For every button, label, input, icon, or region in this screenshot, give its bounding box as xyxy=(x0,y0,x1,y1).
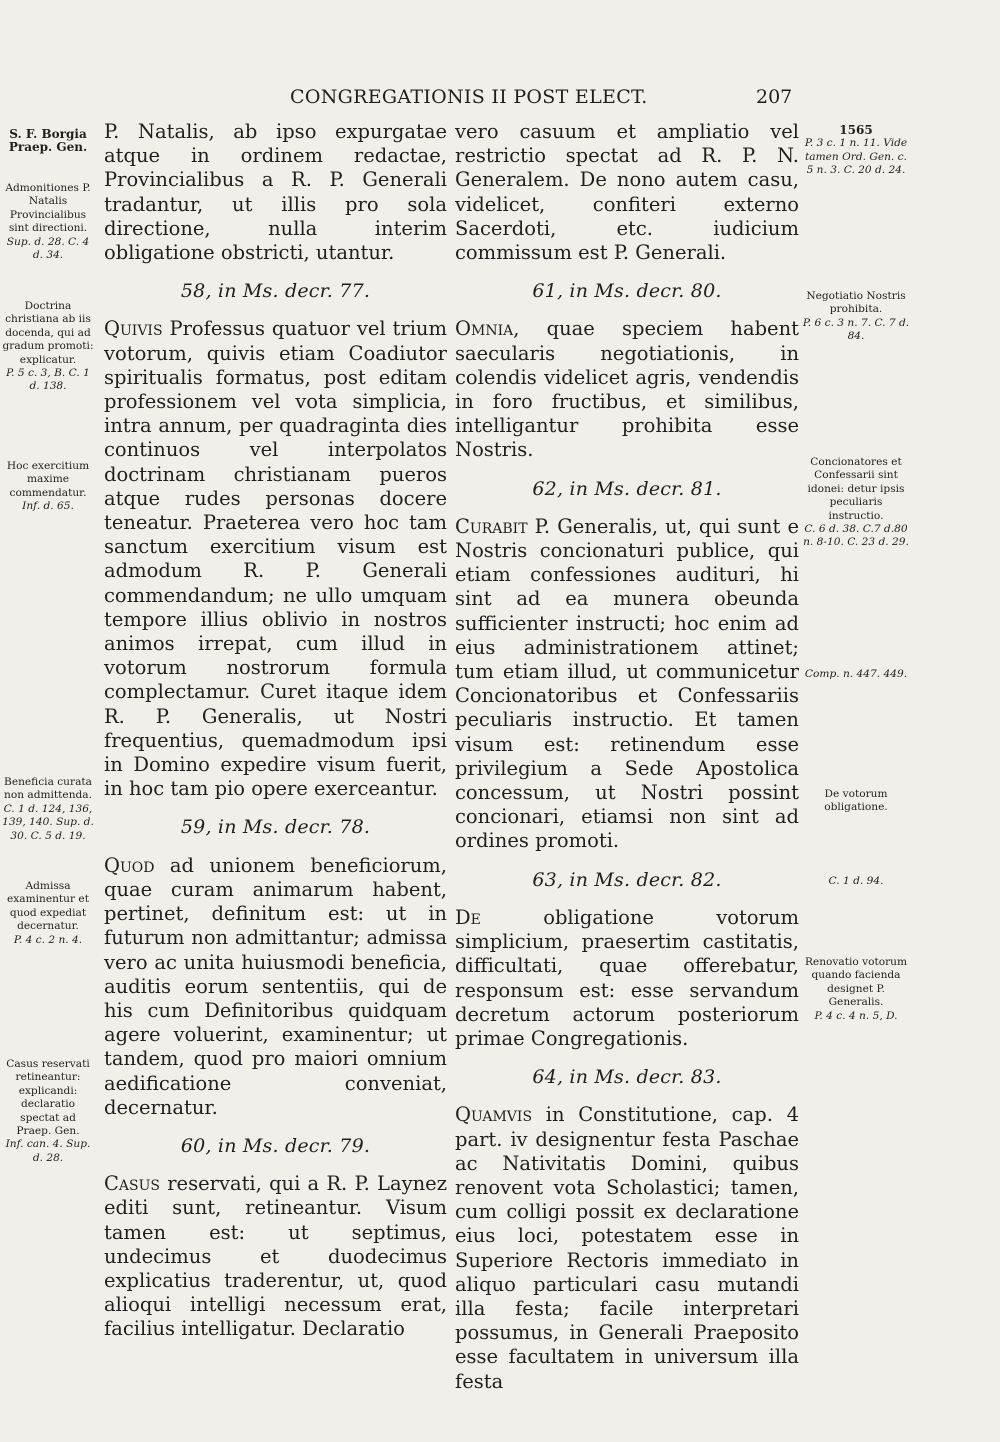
paragraph: Curabit P. Generalis, ut, qui sunt e Nostris concionaturi publice, qui etiam confessiones audituri, hi sint ad ea munera obeunda sufficienter instructi; hoc enim ad eius administrationem attinet; tum etiam illud, ut communicetur Concionatoribus et Confessariis peculiaris instructio. Et tamen visum est: retinendum esse privilegium a Sede Apostolica concessum, ut Nostri possint concionari, etiamsi non sint ad ordines promoti. xyxy=(455,514,799,853)
margin-note-right: De votorum obligatione. C. 1 d. 94. xyxy=(824,788,888,887)
decree-heading: 58, in Ms. decr. 77. xyxy=(180,280,371,303)
paragraph: Casus reservati, qui a R. P. Laynez editi sunt, retineantur. Visum tamen est: ut septimus, undecimus et duodecimus explicatius traderentur, ut, quod alioqui intelligi necessum erat, facilius intelligatur. Declaratio xyxy=(104,1172,447,1341)
running-header xyxy=(0,86,1000,114)
margin-note-right: Comp. n. 447. 449. xyxy=(804,668,908,680)
page-number: 207 xyxy=(756,86,793,108)
decree-heading: 61, in Ms. decr. 80. xyxy=(532,280,722,303)
margin-note-left: Beneficia curata non admittenda. C. 1 d. 124, 136, 139, 140. Sup. d. 30. C. 5 d. 19. xyxy=(2,776,94,842)
decree-heading: 62, in Ms. decr. 81. xyxy=(532,477,722,500)
decree-heading: 59, in Ms. decr. 78. xyxy=(180,816,371,839)
decree-heading: 63, in Ms. decr. 82. xyxy=(532,868,722,891)
margin-note-left: Doctrina christiana ab iis docenda, qui ad gradum promoti: explicatur. P. 5 c. 3, B. C. 1 d. 138. xyxy=(2,300,94,393)
paragraph: Quamvis in Constitutione, cap. 4 part. iv designentur festa Paschae ac Nativitatis Domini, quibus renovent vota Scholastici; tamen, cum colligi possit ex declaratione eius loci, potestatem esse in Superiore Rectoris immediato in aliquo particulari casu mutandi illa festa; facile interpretari possumus, in Generali Praeposito esse facultatem in universum illa festa xyxy=(455,1103,799,1393)
margin-note-left: Admissa examinentur et quod expediat decernatur. P. 4 c. 2 n. 4. xyxy=(7,880,89,946)
margin-note-left: S. F. Borgia Praep. Gen. xyxy=(8,127,88,155)
margin-note-left: Casus reservati retineantur: explicandi: declaratio spectat ad Praep. Gen. Inf. can. 4. Sup. d. 28. xyxy=(5,1058,91,1164)
margin-note-right: 1565 P. 3 c. 1 n. 11. Vide tamen Ord. Gen. c. 5 n. 3. C. 20 d. 24. xyxy=(804,123,908,177)
running-title: CONGREGATIONIS II POST ELECT. xyxy=(290,86,648,108)
paragraph: P. Natalis, ab ipso expurgatae atque in ordinem redactae, Provincialibus a R. P. Generali tradantur, ut illis pro sola directione, nulla interim obligatione obstricti, utantur. xyxy=(104,120,447,265)
right-text-column xyxy=(455,120,799,1394)
paragraph: Quivis Professus quatuor vel trium votorum, quivis etiam Coadiutor spiritualis formatus, post editam professionem vel vota simplicia, intra annum, per quadraginta dies continuos vel interpolatos doctrinam christianam pueros atque rudes personas docere teneatur. Praeterea vero hoc tam sanctum exercitium visum est admodum R. P. Generali commendandum; ne ullo umquam tempore illius oblivio in nostros animos irrepat, cum illud in votorum nostrorum formula complectamur. Curet itaque idem R. P. Generalis, ut Nostri frequentius, quemadmodum ipsi in Domino expedire visum fuerit, in hoc tam pio opere exerceantur. xyxy=(104,317,447,801)
margin-note-left: Hoc exercitium maxime commendatur. Inf. d. 65. xyxy=(6,460,90,513)
margin-note-right: Renovatio votorum quando facienda designet P. Generalis. P. 4 c. 4 n. 5, D. xyxy=(804,956,908,1022)
left-text-column xyxy=(104,120,447,1342)
decree-heading: 64, in Ms. decr. 83. xyxy=(532,1066,722,1089)
margin-note-left: Admonitiones P. Natalis Provincialibus sint directioni. Sup. d. 28. C. 4 d. 34. xyxy=(5,182,91,262)
decree-heading: 60, in Ms. decr. 79. xyxy=(180,1134,371,1157)
margin-note-right: Negotiatio Nostris prohibita. P. 6 c. 3 n. 7. C. 7 d. 84. xyxy=(802,290,910,343)
paragraph: Quod ad unionem beneficiorum, quae curam animarum habent, pertinet, definitum est: ut in futurum non admittantur; admissa vero ac unita huiusmodi beneficia, auditis eorum sententiis, qui de his cum Definitoribus quidquam agere voluerint, examinentur; ut tandem, quod pro maiori omnium aedificatione conveniat, decernatur. xyxy=(104,853,447,1119)
paragraph: De obligatione votorum simplicium, praesertim castitatis, difficultati, quae offerebatur, responsum est: esse servandum decretum actorum posteriorum primae Congregationis. xyxy=(455,905,799,1050)
paragraph: Omnia, quae speciem habent saecularis negotiationis, in colendis videlicet agris, vendendis in foro fructibus, et similibus, intelligantur prohibita esse Nostris. xyxy=(455,317,799,462)
paragraph: vero casuum et ampliatio vel restrictio spectat ad R. P. N. Generalem. De nono autem casu, videlicet, confiteri externo Sacerdoti, etc. iudicium commissum est P. Generali. xyxy=(455,120,799,265)
margin-note-right: Concionatores et Confessarii sint idonei: detur ipsis peculiaris instructio. C. 6 d. 38. C.7 d.80 n. 8-10. C. 23 d. 29. xyxy=(803,456,909,549)
